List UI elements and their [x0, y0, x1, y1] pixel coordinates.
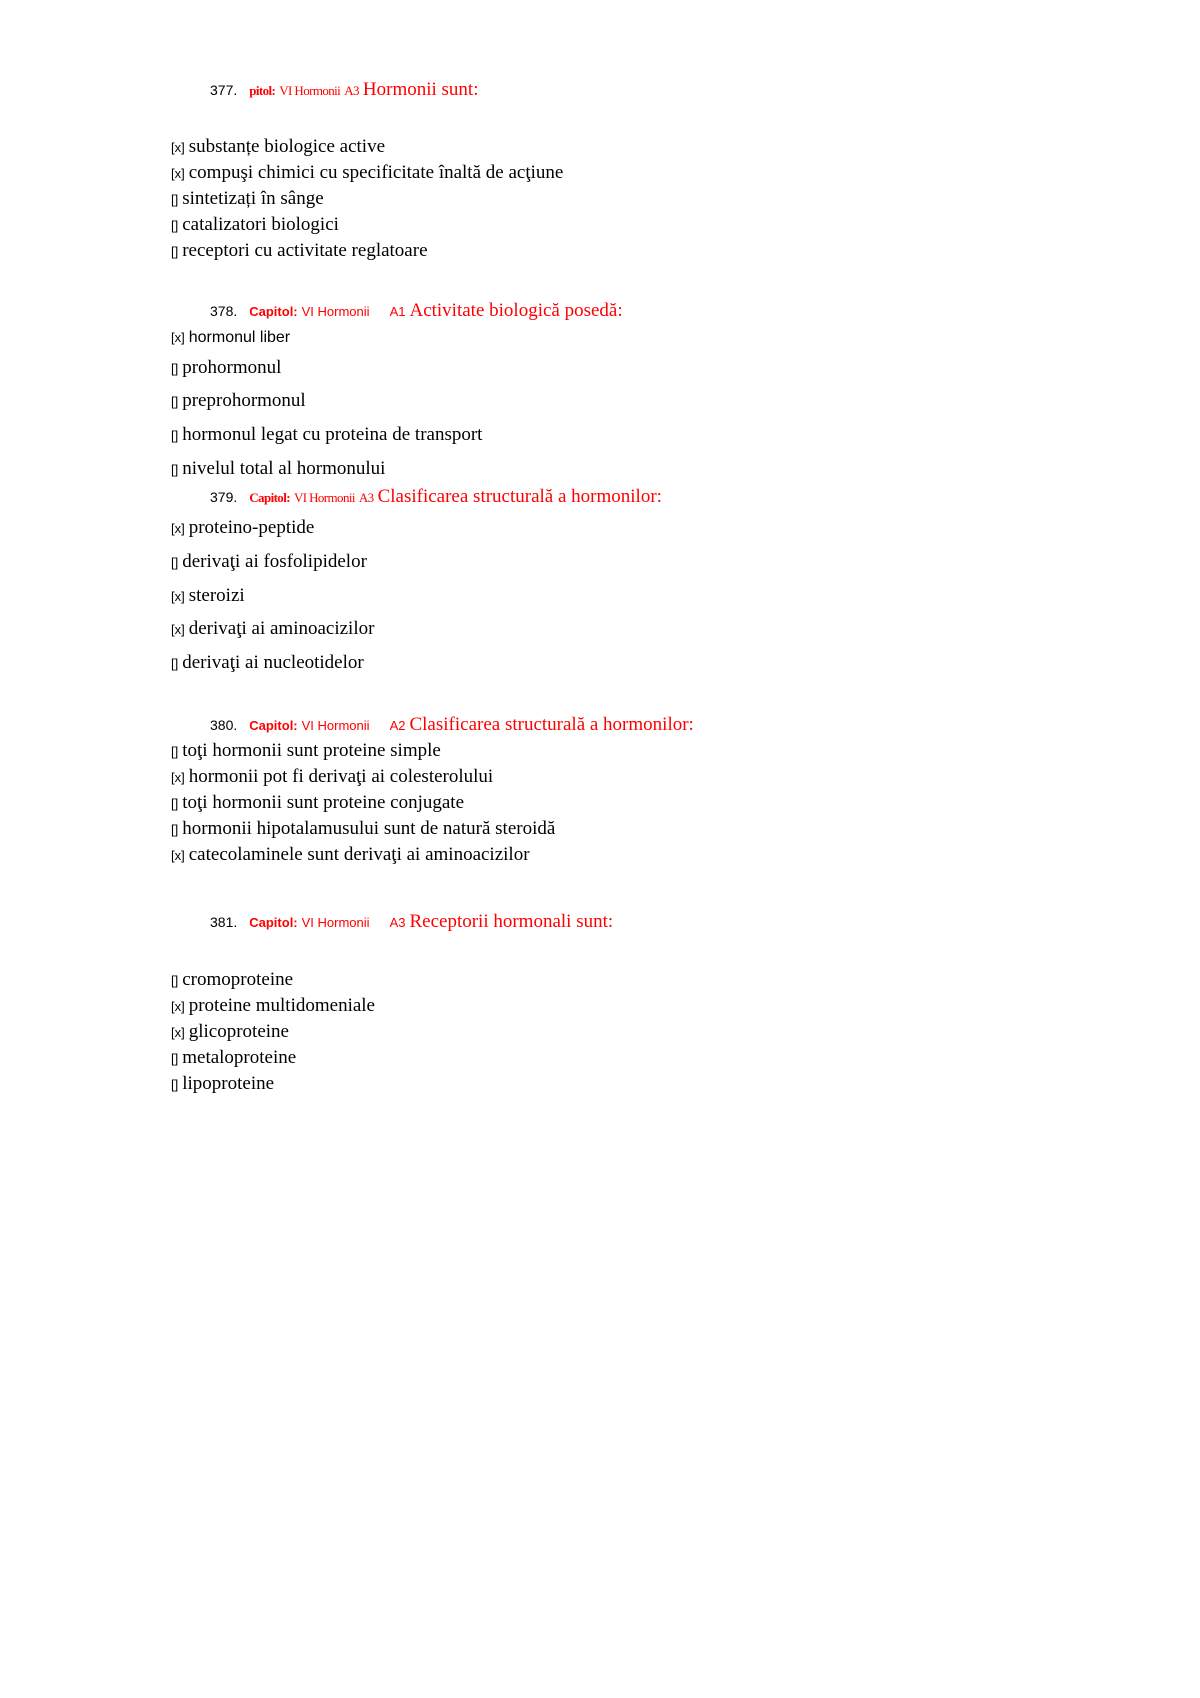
answer-option: [171, 619, 374, 638]
answer-text: proteine multidomeniale: [188, 995, 375, 1016]
answer-option: [171, 241, 428, 260]
answer-option: [171, 163, 563, 182]
difficulty-level: A3: [358, 490, 374, 505]
answer-option: [171, 425, 482, 444]
answer-option: [171, 1022, 289, 1041]
answer-option: [171, 653, 364, 672]
chapter-label: Capitol:: [249, 915, 298, 930]
answer-mark: [x]: [171, 589, 185, 604]
answer-option: [171, 358, 281, 377]
answer-option: [171, 459, 385, 478]
answer-mark: [x]: [171, 848, 185, 863]
answer-text: compuşi chimici cu specificitate înaltă de acţiune: [188, 162, 564, 183]
answer-option: [171, 793, 464, 812]
question-number: 379.: [210, 489, 238, 505]
answer-mark: []: [171, 796, 179, 811]
answer-mark: []: [171, 656, 179, 671]
answer-text: catalizatori biologici: [182, 214, 339, 235]
answer-option: [171, 552, 367, 571]
difficulty-level: A3: [344, 83, 359, 98]
answer-option: [171, 215, 339, 234]
question-number: 380.: [210, 717, 238, 733]
question-number: 377.: [210, 82, 238, 98]
answer-text: hormonii pot fi derivaţi ai colesterolului: [188, 766, 494, 787]
chapter-value: VI Hormonii: [279, 83, 341, 98]
chapter-label: pitol:: [249, 83, 276, 98]
answer-mark: []: [171, 218, 179, 233]
answer-text: prohormonul: [182, 357, 282, 378]
answer-text: metaloproteine: [182, 1047, 297, 1068]
answer-mark: []: [171, 462, 179, 477]
question-text: Activitate biologică posedă:: [409, 300, 623, 321]
answer-text: substanțe biologice active: [188, 136, 386, 157]
question-heading: [210, 301, 623, 320]
answer-mark: [x]: [171, 1025, 185, 1040]
answer-text: hormonul liber: [188, 329, 291, 346]
answer-text: preprohormonul: [182, 390, 306, 411]
answer-text: proteino-peptide: [188, 517, 315, 538]
difficulty-level: A1: [389, 304, 406, 319]
answer-option: [171, 327, 290, 346]
answer-text: catecolaminele sunt derivaţi ai aminoacizilor: [188, 844, 530, 865]
answer-text: derivaţi ai aminoacizilor: [188, 618, 375, 639]
answer-mark: []: [171, 192, 179, 207]
question-heading: [210, 80, 478, 99]
chapter-label: Capitol:: [249, 718, 298, 733]
answer-option: [171, 518, 314, 537]
answer-option: [171, 1074, 274, 1093]
chapter-value: VI Hormonii: [293, 490, 355, 505]
answer-option: [171, 819, 555, 838]
answer-mark: [x]: [171, 330, 185, 345]
question-text: Clasificarea structurală a hormonilor:: [409, 714, 694, 735]
answer-mark: []: [171, 361, 179, 376]
chapter-label: Capitol:: [249, 304, 298, 319]
difficulty-level: A3: [389, 915, 406, 930]
answer-text: toţi hormonii sunt proteine conjugate: [182, 792, 465, 813]
answer-option: [171, 970, 293, 989]
answer-option: [171, 391, 306, 410]
chapter-value: VI Hormonii: [301, 304, 370, 319]
question-heading: [210, 912, 613, 931]
answer-mark: [x]: [171, 622, 185, 637]
answer-text: hormonii hipotalamusului sunt de natură steroidă: [182, 818, 556, 839]
answer-mark: []: [171, 744, 179, 759]
answer-option: [171, 137, 385, 156]
answer-mark: [x]: [171, 521, 185, 536]
answer-text: hormonul legat cu proteina de transport: [182, 424, 483, 445]
answer-text: glicoproteine: [188, 1021, 289, 1042]
answer-option: [171, 586, 245, 605]
answer-mark: [x]: [171, 999, 185, 1014]
answer-text: nivelul total al hormonului: [182, 458, 386, 479]
answer-mark: []: [171, 822, 179, 837]
answer-mark: [x]: [171, 140, 185, 155]
answer-text: receptori cu activitate reglatoare: [182, 240, 428, 261]
answer-mark: []: [171, 394, 179, 409]
answer-option: [171, 741, 441, 760]
question-number: 378.: [210, 303, 238, 319]
answer-mark: []: [171, 1077, 179, 1092]
answer-mark: []: [171, 973, 179, 988]
answer-option: [171, 189, 324, 208]
answer-text: steroizi: [188, 585, 245, 606]
question-heading: [210, 487, 662, 506]
answer-option: [171, 767, 493, 786]
answer-option: [171, 996, 375, 1015]
chapter-value: VI Hormonii: [301, 718, 370, 733]
question-text: Receptorii hormonali sunt:: [409, 911, 614, 932]
answer-mark: [x]: [171, 166, 185, 181]
answer-text: cromoproteine: [182, 969, 294, 990]
question-heading: [210, 715, 694, 734]
answer-text: sintetizați în sânge: [182, 188, 324, 209]
answer-text: derivaţi ai fosfolipidelor: [182, 551, 367, 572]
answer-option: [171, 1048, 296, 1067]
answer-text: toţi hormonii sunt proteine simple: [182, 740, 441, 761]
answer-text: derivaţi ai nucleotidelor: [182, 652, 364, 673]
answer-mark: []: [171, 428, 179, 443]
answer-mark: [x]: [171, 770, 185, 785]
chapter-value: VI Hormonii: [301, 915, 370, 930]
answer-mark: []: [171, 1051, 179, 1066]
difficulty-level: A2: [389, 718, 406, 733]
chapter-label: Capitol:: [249, 490, 290, 505]
answer-mark: []: [171, 555, 179, 570]
answer-text: lipoproteine: [182, 1073, 275, 1094]
answer-mark: []: [171, 244, 179, 259]
question-text: Clasificarea structurală a hormonilor:: [377, 486, 662, 507]
question-text: Hormonii sunt:: [362, 79, 479, 100]
question-number: 381.: [210, 914, 238, 930]
answer-option: [171, 845, 530, 864]
